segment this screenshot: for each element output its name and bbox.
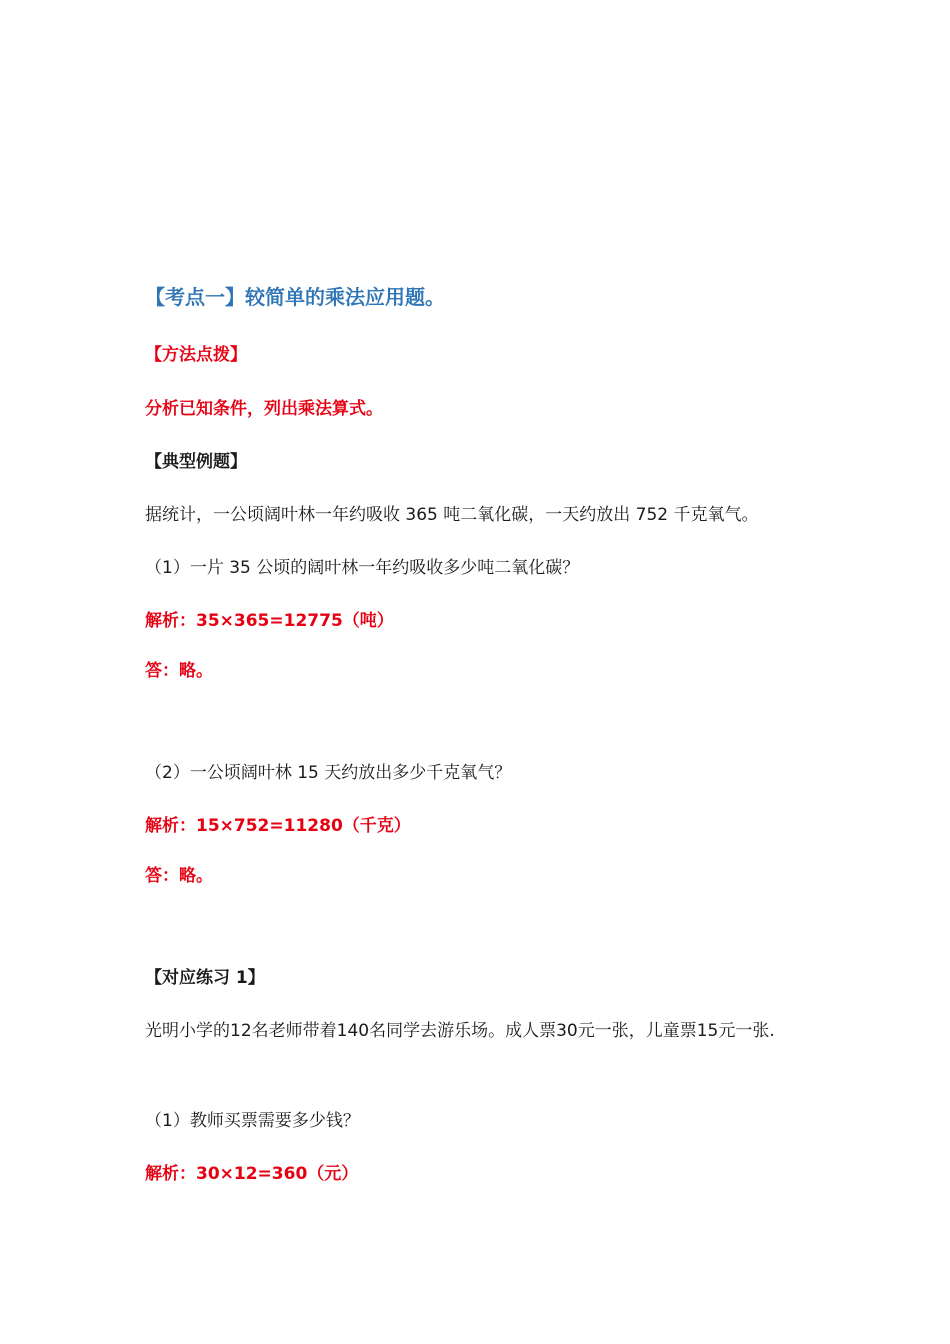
example-problem: 据统计，一公顷阔叶林一年约吸收 365 吨二氧化碳，一天约放出 752 千克氧气。 [145,505,759,525]
example-question-1: （1）一片 35 公顷的阔叶林一年约吸收多少吨二氧化碳？ [145,558,580,578]
example-header: 【典型例题】 [145,452,247,472]
practice-solution-1: 解析：30×12=360（元） [145,1164,359,1184]
example-answer-1: 答：略。 [145,661,213,681]
practice-problem: 光明小学的12名老师带着140名同学去游乐场。成人票30元一张，儿童票15元一张. [145,1021,775,1041]
example-solution-2: 解析：15×752=11280（千克） [145,816,411,836]
practice-header: 【对应练习 1】 [145,968,265,988]
example-answer-2: 答：略。 [145,866,213,886]
practice-question-1: （1）教师买票需要多少钱？ [145,1111,360,1131]
method-text: 分析已知条件，列出乘法算式。 [145,399,383,419]
method-header: 【方法点拨】 [145,345,247,365]
section-title: 【考点一】较简单的乘法应用题。 [145,285,445,309]
example-solution-1: 解析：35×365=12775（吨） [145,611,394,631]
example-question-2: （2）一公顷阔叶林 15 天约放出多少千克氧气？ [145,763,512,783]
